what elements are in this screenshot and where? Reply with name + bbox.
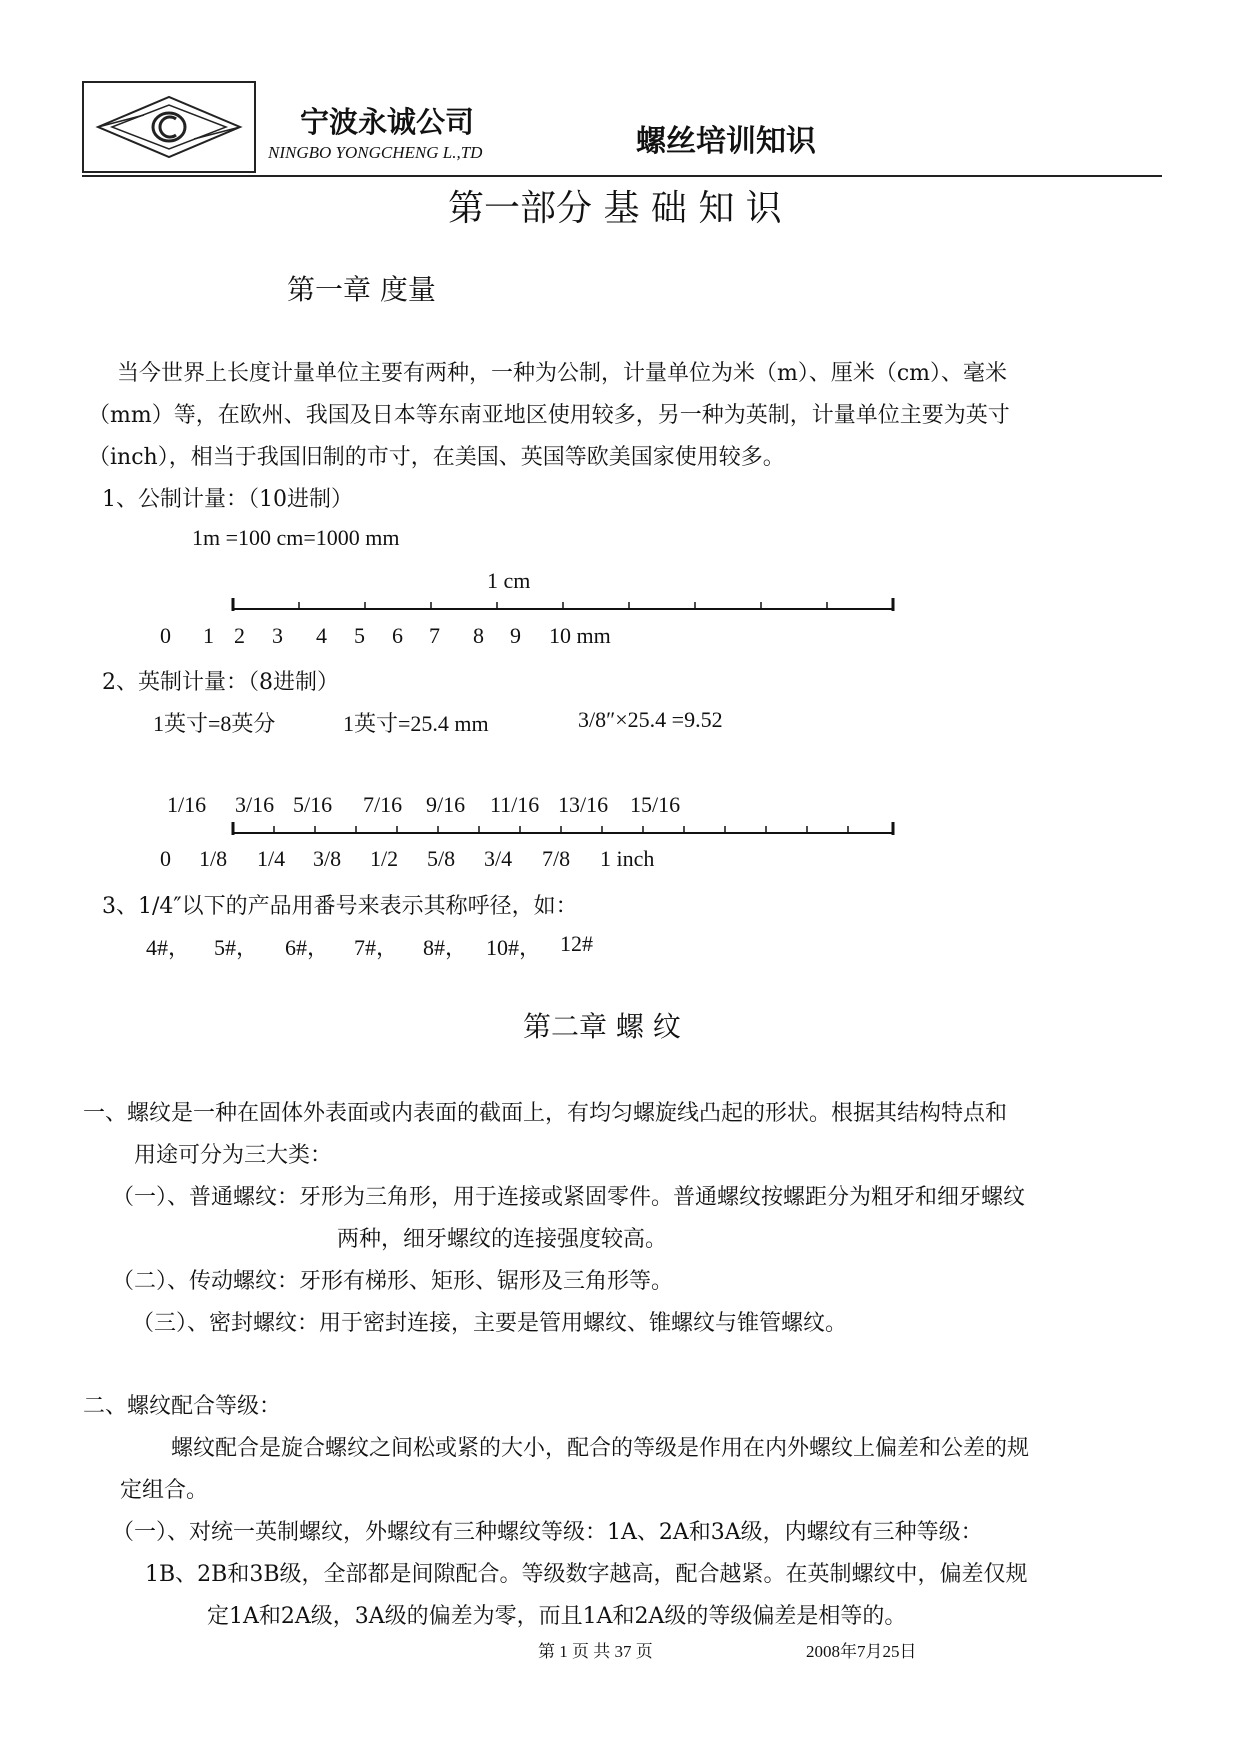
imperial-bottom-label: 1/2 xyxy=(370,846,399,871)
company-logo xyxy=(82,81,256,173)
number-size-item: 6#， xyxy=(285,935,330,960)
thread-type-3: （三）、密封螺纹：用于密封连接，主要是管用螺纹、锥螺纹与锥管螺纹。 xyxy=(132,1311,848,1336)
fit-class-para-line-2: 定组合。 xyxy=(120,1478,209,1503)
imperial-top-label: 9/16 xyxy=(426,792,466,817)
intro-line-2: （mm）等，在欧州、我国及日本等东南亚地区使用较多，另一种为英制，计量单位主要为英寸 xyxy=(88,403,1010,428)
thread-definition-line-2: 用途可分为三大类： xyxy=(134,1143,333,1168)
metric-label-3: 3 xyxy=(272,623,283,648)
metric-label-4: 4 xyxy=(316,623,327,648)
intro-line-3: （inch），相当于我国旧制的市寸，在美国、英国等欧美国家使用较多。 xyxy=(88,445,785,470)
fit-class-heading: 二、螺纹配合等级： xyxy=(83,1394,282,1419)
chapter2-title: 第二章 螺 纹 xyxy=(523,1010,681,1043)
company-name-cn: 宁波永诚公司 xyxy=(300,105,475,139)
imperial-formula-b: 1英寸=25.4 mm xyxy=(343,711,489,736)
imperial-formula-a: 1英寸=8英分 xyxy=(153,711,276,736)
metric-label-7: 7 xyxy=(429,623,440,648)
imperial-top-label: 13/16 xyxy=(558,792,609,817)
metric-ruler xyxy=(228,594,898,614)
document-title: 螺丝培训知识 xyxy=(636,124,816,159)
imperial-bottom-label: 1 inch xyxy=(600,846,655,871)
intro-line-1: 当今世界上长度计量单位主要有两种，一种为公制，计量单位为米（m）、厘米（cm）、毫米 xyxy=(117,361,1008,386)
metric-label-10mm: 10 mm xyxy=(549,623,611,648)
metric-label-9: 9 xyxy=(510,623,521,648)
part-title: 第一部分 基 础 知 识 xyxy=(448,188,782,229)
imperial-top-label: 7/16 xyxy=(363,792,403,817)
page-number: 第 1 页 共 37 页 xyxy=(538,1642,653,1661)
imperial-heading: 2、英制计量：（8进制） xyxy=(102,670,339,695)
number-size-item: 8#， xyxy=(423,935,468,960)
metric-label-5: 5 xyxy=(354,623,365,648)
metric-label-1: 1 xyxy=(203,623,214,648)
imperial-bottom-label: 3/4 xyxy=(484,846,513,871)
imperial-bottom-label: 1/4 xyxy=(257,846,286,871)
fit-class-para-line-1: 螺纹配合是旋合螺纹之间松或紧的大小，配合的等级是作用在内外螺纹上偏差和公差的规 xyxy=(171,1436,1030,1461)
metric-ruler-top-label: 1 cm xyxy=(487,568,531,593)
number-size-item: 12# xyxy=(560,931,593,956)
header-divider xyxy=(82,175,1162,177)
footer-date: 2008年7月25日 xyxy=(806,1642,917,1661)
metric-heading: 1、公制计量：（10进制） xyxy=(102,487,353,512)
thread-type-2: （二）、传动螺纹：牙形有梯形、矩形、锯形及三角形等。 xyxy=(112,1269,674,1294)
fit-class-item-1-line-3: 定1A和2A级，3A级的偏差为零，而且1A和2A级的等级偏差是相等的。 xyxy=(207,1604,907,1629)
imperial-bottom-label: 3/8 xyxy=(313,846,342,871)
imperial-top-label: 5/16 xyxy=(293,792,333,817)
imperial-top-label: 3/16 xyxy=(235,792,275,817)
company-name-en: NINGBO YONGCHENG L.,TD xyxy=(268,143,483,162)
number-size-item: 7#， xyxy=(354,935,399,960)
metric-formula: 1m =100 cm=1000 mm xyxy=(192,525,400,550)
fit-class-item-1-line-1: （一）、对统一英制螺纹，外螺纹有三种螺纹等级：1A、2A和3A级，内螺纹有三种等级： xyxy=(112,1520,983,1545)
thread-definition-line-1: 一、螺纹是一种在固体外表面或内表面的截面上，有均匀螺旋线凸起的形状。根据其结构特点和 xyxy=(83,1101,1008,1126)
fit-class-item-1-line-2: 1B、2B和3B级，全部都是间隙配合。等级数字越高，配合越紧。在英制螺纹中，偏差仅规 xyxy=(145,1562,1028,1587)
chapter1-title: 第一章 度量 xyxy=(287,273,436,306)
imperial-bottom-label: 1/8 xyxy=(199,846,228,871)
metric-label-2: 2 xyxy=(234,623,245,648)
imperial-top-label: 1/16 xyxy=(167,792,207,817)
imperial-top-label: 15/16 xyxy=(630,792,681,817)
thread-type-1-line-1: （一）、普通螺纹：牙形为三角形，用于连接或紧固零件。普通螺纹按螺距分为粗牙和细牙螺纹 xyxy=(112,1185,1026,1210)
metric-label-6: 6 xyxy=(392,623,403,648)
imperial-top-label: 11/16 xyxy=(490,792,540,817)
metric-label-0: 0 xyxy=(160,623,171,648)
number-size-item: 5#， xyxy=(214,935,259,960)
logo-emblem-icon xyxy=(84,83,254,171)
number-sizes-heading: 3、1/4″以下的产品用番号来表示其称呼径，如： xyxy=(102,894,578,919)
imperial-bottom-label: 0 xyxy=(160,846,171,871)
metric-label-8: 8 xyxy=(473,623,484,648)
imperial-bottom-label: 7/8 xyxy=(542,846,571,871)
imperial-bottom-label: 5/8 xyxy=(427,846,456,871)
number-size-item: 4#， xyxy=(146,935,191,960)
imperial-formula-c: 3/8″×25.4 =9.52 xyxy=(578,707,723,732)
thread-type-1-line-2: 两种，细牙螺纹的连接强度较高。 xyxy=(337,1227,668,1252)
imperial-ruler xyxy=(228,818,898,838)
number-size-item: 10#， xyxy=(486,935,542,960)
